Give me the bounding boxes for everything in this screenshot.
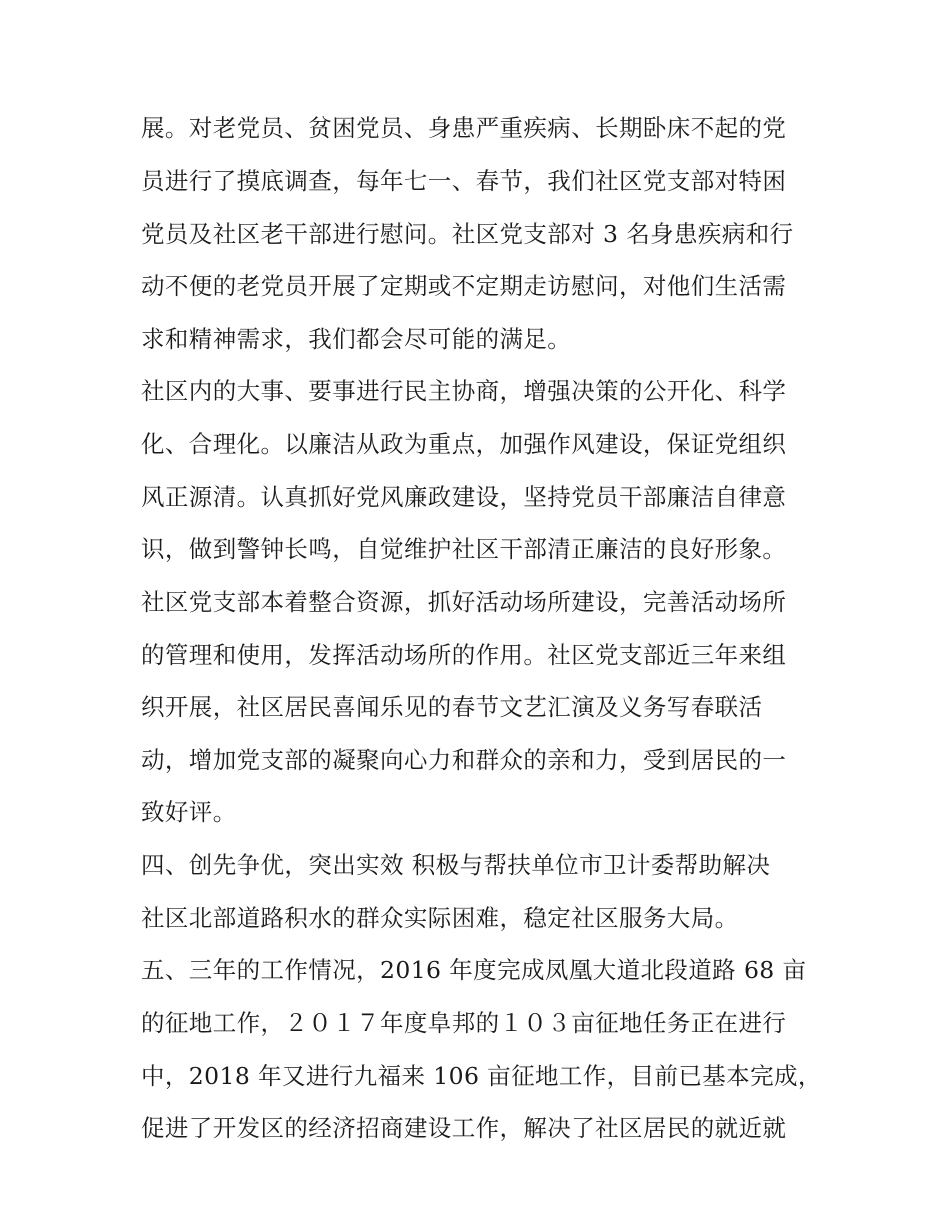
text-line: 致好评。 xyxy=(141,798,237,826)
text-line: 四、创先争优，突出实效 积极与帮扶单位市卫计委帮助解决 xyxy=(141,851,771,879)
text-line: 识，做到警钟长鸣，自觉维护社区干部清正廉洁的良好形象。 xyxy=(141,535,787,563)
text-line: 的管理和使用，发挥活动场所的作用。社区党支部近三年来组 xyxy=(141,641,787,669)
text-line: 社区党支部本着整合资源，抓好活动场所建设，完善活动场所 xyxy=(141,588,787,616)
text-line: 求和精神需求，我们都会尽可能的满足。 xyxy=(141,325,572,353)
text-line: 织开展，社区居民喜闻乐见的春节文艺汇演及义务写春联活 xyxy=(141,693,763,721)
text-line: 展。对老党员、贫困党员、身患严重疾病、长期卧床不起的党 xyxy=(141,114,787,142)
text-line: 党员及社区老干部进行慰问。社区党支部对 3 名身患疾病和行 xyxy=(141,220,794,248)
text-line: 五、三年的工作情况，2016 年度完成凤凰大道北段道路 68 亩 xyxy=(141,956,807,984)
text-line: 促进了开发区的经济招商建设工作，解决了社区居民的就近就 xyxy=(141,1114,787,1142)
text-line: 社区内的大事、要事进行民主协商，增强决策的公开化、科学 xyxy=(141,377,787,405)
text-line: 化、合理化。以廉洁从政为重点，加强作风建设，保证党组织 xyxy=(141,430,787,458)
text-line: 动不便的老党员开展了定期或不定期走访慰问，对他们生活需 xyxy=(141,272,787,300)
text-line: 风正源清。认真抓好党风廉政建设，坚持党员干部廉洁自律意 xyxy=(141,483,787,511)
text-line: 员进行了摸底调查，每年七一、春节，我们社区党支部对特困 xyxy=(141,167,787,195)
text-line: 社区北部道路积水的群众实际困难，稳定社区服务大局。 xyxy=(141,904,739,932)
text-line: 中，2018 年又进行九福来 106 亩征地工作，目前已基本完成， xyxy=(141,1062,822,1090)
text-line: 的征地工作，２０１７年度阜邦的１０３亩征地任务正在进行 xyxy=(141,1009,787,1037)
text-line: 动，增加党支部的凝聚向心力和群众的亲和力，受到居民的一 xyxy=(141,746,787,774)
